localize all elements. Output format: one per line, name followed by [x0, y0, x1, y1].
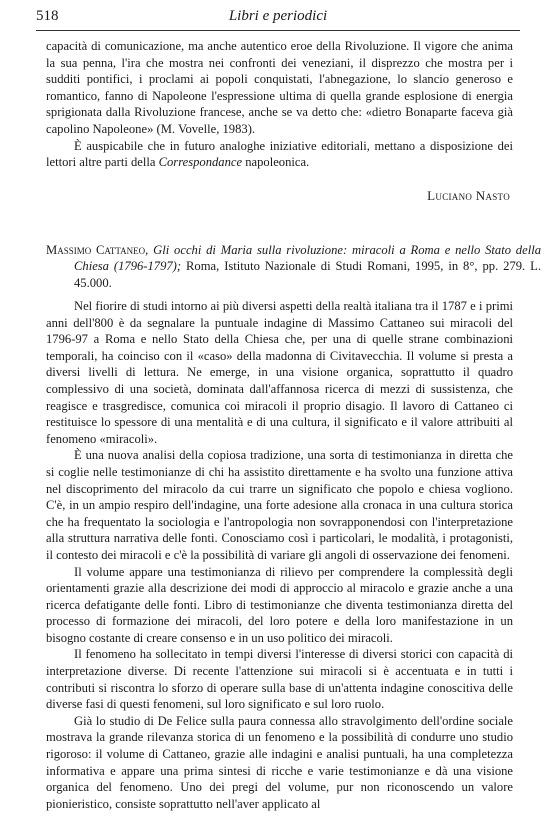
text-run: napoleonica. — [242, 155, 310, 170]
text-run: È auspicabile che in futuro analoghe iniziative editoriali, mettano a disposizione dei lettori altre parti della — [46, 138, 513, 170]
header-rule — [36, 30, 520, 31]
paragraph: È una nuova analisi della copiosa tradizione, una sorta di testimonianza in diretta che si coglie nelle testimonianze di chi ha assistito direttamente e ha svolto una funzione attiva nel discoprimento del miracolo da cui trarre un significato che popolo e chiesa vogliono. C'è, in un ampio respiro dell'indagine, una forte adesione alla cronaca in una cultura storica che ha frequentato la sociologia e l'antropologia non sovrapponendosi con l'interpretazione alla struttura narrativa delle fonti. Conosciamo così i particolari, le modalità, i protagonisti, il contesto dei miracoli e c'è la possibilità di variare gli angoli di osservazione dei fenomeni. — [46, 448, 513, 562]
book-citation — [46, 242, 541, 291]
previous-review-ending — [46, 38, 513, 171]
citation-details: Roma, Istituto Nazionale di Studi Romani, 1995, in 8°, pp. 279. L. 45.000. — [74, 259, 541, 290]
paragraph — [46, 138, 513, 171]
page-number: 518 — [36, 8, 59, 24]
paragraph: Il volume appare una testimonianza di rilievo per comprendere la complessità degli orientamenti grazie alla descrizione dei modi di approccio al miracolo e grazie anche a una ricerca defatigante delle fonti. Libro di testimonianze che diventa testimonianza diretta del processo di formazione dei miracoli, del loro potere e della loro manifestazione in un bisogno costante di creare consenso e in un uso politico dei miracoli. — [46, 564, 513, 645]
running-title: Libri e periodici — [228, 8, 328, 24]
italic-title: Correspondance — [158, 155, 243, 170]
paragraph: Già lo studio di De Felice sulla paura connessa allo stravolgimento dell'ordine sociale mostrava la grande rilevanza storica di un fenomeno e la possibilità di condurre uno studio rigoroso: il volume di Cattaneo, grazie alle indagini e analisi puntuali, ha una completezza informativa e appare una prima sintesi di ricche e varie testimonianze e dà una visione organica del fenomeno. Uno dei pregi del volume, pur non riconoscendo un valore pionieristico, consiste soprattutto nell'aver applicato al — [46, 713, 513, 811]
reviewer-signature: Luciano Nasto — [427, 188, 510, 203]
review-body — [46, 298, 513, 812]
paragraph: capacità di comunicazione, ma anche autentico eroe della Rivoluzione. Il vigore che anima la sua penna, l'ira che mostra nei confronti dei veneziani, il disprezzo che mostra per i sudditi pontifici, i proclami ai popoli conquistati, l'abnegazione, lo slancio generoso e romantico, fanno di Napoleone l'espressione ultima di quella grande esplosione di energia sprigionata dalla Rivoluzione francese, anche se va detto che: «dietro Bonaparte faceva già capolino Napoleone» (M. Vovelle, 1983). — [46, 39, 513, 136]
paragraph: Nel fiorire di studi intorno ai più diversi aspetti della realtà italiana tra il 1787 e i primi anni dell'800 è da segnalare la puntuale indagine di Massimo Cattaneo sui miracoli del 1796-97 a Roma e nello Stato della Chiesa che, per una di quelle strane combinazioni temporali, ha coinciso con il «caso» della madonna di Civitavecchia. Il volume si presta a diversi livelli di lettura. Ne emerge, in una visione organica, soprattutto il quadro complessivo di una società, dominata dall'affannosa ricerca di mezzi di sussistenza, che reagisce e trasgredisce, comunica coi miracoli il proprio disagio. Il lavoro di Cattaneo ci restituisce lo spessore di una mentalità e di una cultura, il significato e il valore attribuiti al fenomeno «miracoli». — [46, 299, 513, 446]
paragraph: Il fenomeno ha sollecitato in tempi diversi l'interesse di diversi storici con capacità di interpretazione diverse. Di recente l'attenzione sui miracoli si è accentuata e in tutti i contributi si riscontra lo sforzo di operare sulla base di un'attenta indagine conoscitiva delle diverse fasi di questi fenomeni, sul loro significato e sul loro ruolo. — [46, 647, 513, 712]
citation-title: Gli occhi di Maria sulla rivoluzione: miracoli a Roma e nello Stato della Chiesa (1796-1797); — [74, 243, 541, 274]
page-header — [36, 8, 520, 30]
citation-author: Massimo Cattaneo, — [46, 243, 149, 257]
